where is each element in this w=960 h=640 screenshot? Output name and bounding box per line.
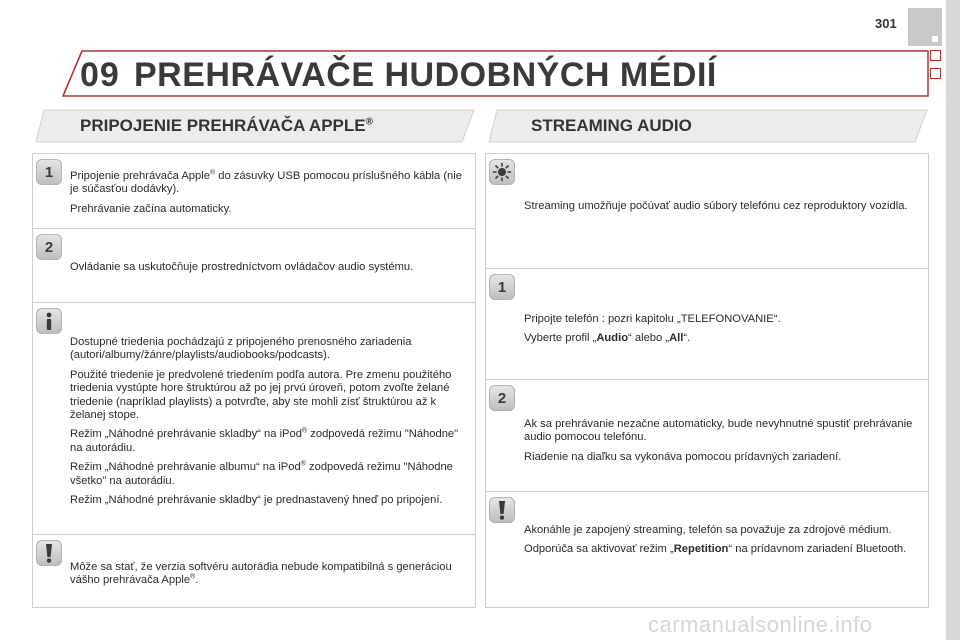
left-block-2-text xyxy=(70,261,472,280)
right-section-title: STREAMING AUDIO xyxy=(531,116,692,135)
right-block-1 xyxy=(486,269,928,380)
left-block-1-text xyxy=(70,170,468,222)
paragraph: Režim „Náhodné prehrávanie skladby“ je prednastavený hneď po pripojení. xyxy=(70,494,443,507)
left-block-2 xyxy=(33,229,475,303)
page-number: 301 xyxy=(875,16,897,31)
chapter-title: PREHRÁVAČE HUDOBNÝCH MÉDIÍ xyxy=(134,56,717,94)
paragraph: Streaming umožňuje počúvať audio súbory telefónu cez reproduktory vozidla. xyxy=(524,200,908,212)
step-number-badge: 2 xyxy=(489,385,515,411)
chapter-number: 09 xyxy=(80,56,120,94)
info-icon xyxy=(36,308,62,334)
right-block-warning xyxy=(486,492,928,607)
right-block-1-text xyxy=(524,313,924,352)
watermark: carmanualsonline.info xyxy=(648,612,873,637)
right-block-warning-text xyxy=(524,524,924,563)
paragraph: Režim „Náhodné prehrávanie skladby“ na iPod® zodpovedá režimu "Náhodne" na autorádiu. xyxy=(70,427,459,454)
paragraph: Prehrávanie začína automaticky. xyxy=(70,202,232,215)
left-column xyxy=(32,153,476,608)
right-block-2 xyxy=(486,380,928,492)
left-block-info xyxy=(33,303,475,535)
paragraph: Pripojte telefón : pozri kapitolu „TELEFONOVANIE“. xyxy=(524,313,781,325)
step-number-badge: 1 xyxy=(36,159,62,185)
tip-icon xyxy=(489,159,515,185)
warning-icon xyxy=(36,540,62,566)
chapter-header xyxy=(62,50,932,100)
warning-icon xyxy=(489,497,515,523)
right-block-tip xyxy=(486,154,928,269)
paragraph: Režim „Náhodné prehrávanie albumu“ na iPod® zodpovedá režimu "Náhodne všetko" na autorádiu. xyxy=(70,460,453,487)
step-number-badge: 1 xyxy=(489,274,515,300)
paragraph: Odporúča sa aktivovať režim „Repetition“ na prídavnom zariadení Bluetooth. xyxy=(524,543,907,556)
step-number-badge: 2 xyxy=(36,234,62,260)
paragraph: Použité triedenie je predvolené triedením podľa autora. Pre zmenu použitého triedenia vystúpte hore štruktúrou až po jej prvú úroveň, potom zvoľte želané triedenie (napríklad playlists) a potvrďte, aby ste mohli zísť štruktúrou až k želanej stope. xyxy=(70,368,452,422)
paragraph: Akonáhle je zapojený streaming, telefón sa považuje za zdrojové médium. xyxy=(524,524,892,536)
left-block-warning xyxy=(33,535,475,607)
right-section-header xyxy=(485,108,929,144)
right-block-2-text xyxy=(524,418,924,470)
left-block-warning-text xyxy=(70,561,470,594)
paragraph: Môže sa stať, že verzia softvéru autorádia nebude kompatibilná s generáciou vášho prehrávača Apple®. xyxy=(70,561,452,587)
paragraph: Pripojenie prehrávača Apple® do zásuvky USB pomocou príslušného kábla (nie je súčasťou dodávky). xyxy=(70,169,462,196)
paragraph: Riadenie na diaľku sa vykonáva pomocou prídavných zariadení. xyxy=(524,450,842,463)
left-block-info-text xyxy=(70,336,470,513)
left-section-title: PRIPOJENIE PREHRÁVAČA APPLE® xyxy=(80,116,373,135)
right-column xyxy=(485,153,929,608)
paragraph: Ak sa prehrávanie nezačne automaticky, bude nevyhnutné spustiť prehrávanie audio pomocou telefónu. xyxy=(524,418,913,444)
side-strip xyxy=(946,0,960,640)
right-block-tip-text xyxy=(524,200,924,219)
paragraph: Ovládanie sa uskutočňuje prostredníctvom ovládačov audio systému. xyxy=(70,261,414,273)
left-section-header xyxy=(32,108,476,144)
paragraph: Vyberte profil „Audio“ alebo „All“. xyxy=(524,332,691,345)
left-block-1 xyxy=(33,154,475,229)
page-corner-tab xyxy=(908,8,942,46)
paragraph: Dostupné triedenia pochádzajú z pripojeného prenosného zariadenia (autori/albumy/žánre/playlists/audiobooks/podcasts). xyxy=(70,336,412,362)
